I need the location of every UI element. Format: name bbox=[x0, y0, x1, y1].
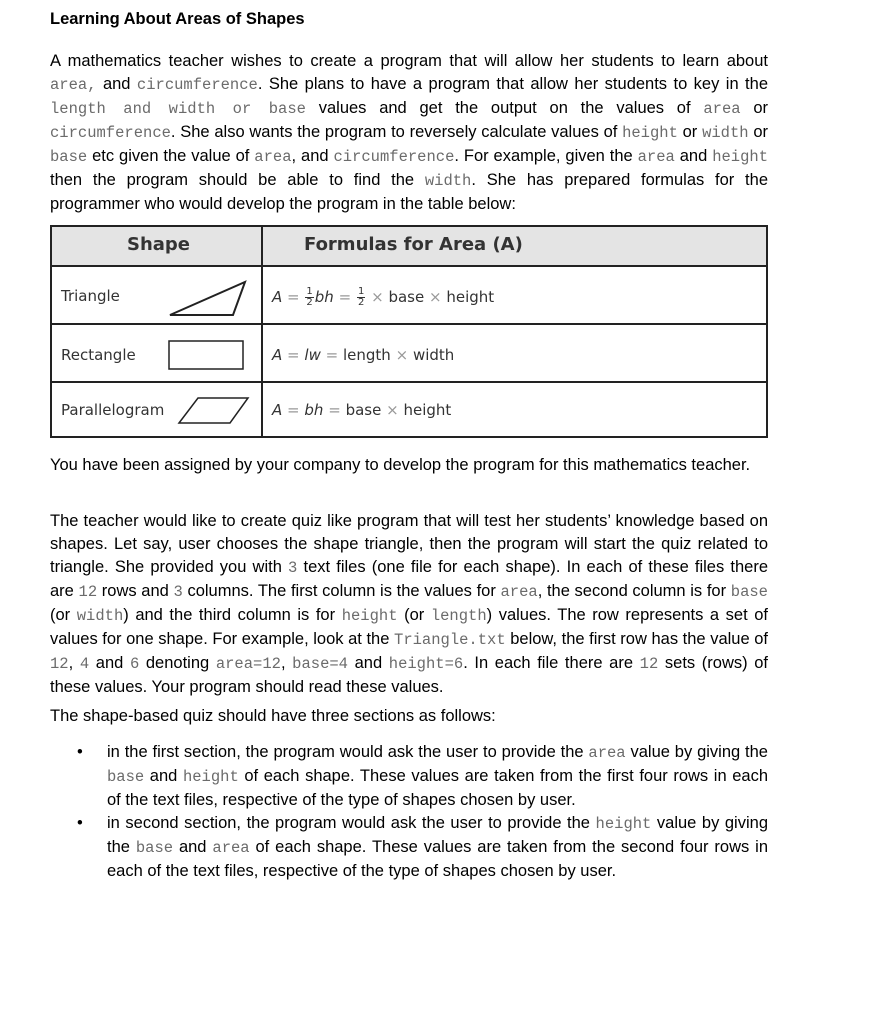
shape-name-triangle: Triangle bbox=[61, 287, 120, 305]
sections-intro: The shape-based quiz should have three sections as follows: bbox=[50, 707, 496, 725]
formula-triangle: A = $\frac{1}{2}$ bh = $\frac{1}{2}$ × base × height bbox=[272, 286, 495, 308]
page-title: Learning About Areas of Shapes bbox=[50, 10, 305, 28]
fraction-half: $\frac{1}{2}$ bbox=[357, 286, 365, 308]
shape-name-parallelogram: Parallelogram bbox=[61, 401, 165, 419]
rectangle-shape-icon bbox=[167, 339, 245, 371]
fraction-half: $\frac{1}{2}$ bbox=[306, 286, 313, 308]
list-item: • in second section, the program would ask the user to provide the height value by giving the base and area of each shape. These values are taken from the second four rows in each of the text files, respective of the type of shapes chosen by user. bbox=[77, 814, 769, 880]
table-row bbox=[52, 265, 766, 323]
sections-list bbox=[50, 741, 768, 883]
shape-name-rectangle: Rectangle bbox=[61, 346, 136, 364]
parallelogram-shape-icon bbox=[176, 395, 252, 427]
quiz-description-paragraph: The teacher would like to create quiz like program that will test her students’ knowledge based on shapes. Let say, user chooses the shape triangle, then the program will start the quiz related to triangle. She provided you with 3 text files (one file for each shape). In each of these files there are 12 rows and 3 columns. The first column is the values for area, the second column is for base (or width) and the third column is for height (or length) values. The row represents a set of values for one shape. For example, look at the Triangle.txt below, the first row has the value of 12, 4 and 6 denoting area=12, base=4 and height=6. In each file there are 12 sets (rows) of these values. Your program should read these values. bbox=[50, 512, 769, 696]
table-row bbox=[52, 383, 766, 436]
table-row bbox=[52, 325, 766, 381]
intro-paragraph: A mathematics teacher wishes to create a program that will allow her students to learn about area, and circumference. She plans to have a program that allow her students to key in the length and width or base values and get the output on the values of area or circumference. She also wants the program to reversely calculate values of height or width or base etc given the value of area, and circumference. For example, given the area and height then the program should be able to find the width. She has prepared formulas for the programmer who would develop the program in the table below: bbox=[50, 52, 768, 213]
table-header bbox=[52, 227, 766, 267]
triangle-shape-icon bbox=[167, 279, 249, 319]
bullet-icon: • bbox=[77, 814, 83, 832]
header-formulas: Formulas for Area (A) bbox=[304, 234, 523, 255]
assignment-paragraph: You have been assigned by your company to develop the program for this mathematics teacher. bbox=[50, 456, 751, 474]
list-item: • in the first section, the program would ask the user to provide the area value by giving the base and height of each shape. These values are taken from the first four rows in each of the text files, respective of the type of shapes chosen by user. bbox=[77, 743, 768, 809]
formula-parallelogram: A = bh = base × height bbox=[272, 401, 452, 419]
bullet-icon: • bbox=[77, 743, 83, 761]
formula-rectangle: A = lw = length × width bbox=[272, 346, 455, 364]
header-shape: Shape bbox=[127, 234, 191, 255]
formula-table bbox=[50, 225, 768, 438]
